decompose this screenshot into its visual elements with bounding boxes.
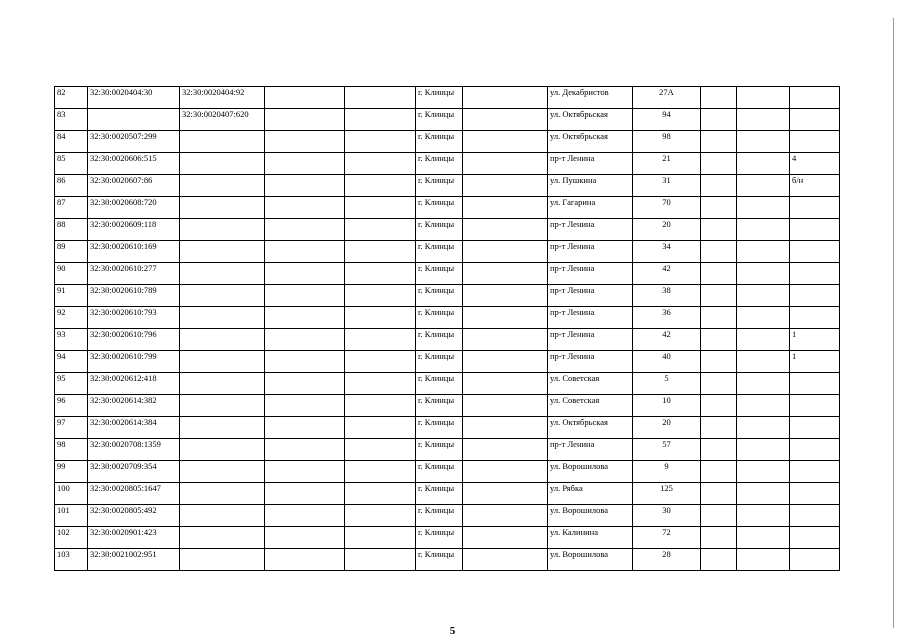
- street-cell: ул. Ворошилова: [548, 549, 633, 571]
- empty-cell: [345, 483, 416, 505]
- empty-cell: [345, 241, 416, 263]
- city-cell: г. Клинцы: [416, 439, 463, 461]
- apartment-number: [790, 461, 840, 483]
- city-cell: г. Клинцы: [416, 285, 463, 307]
- empty-cell: [265, 439, 345, 461]
- street-cell: ул. Пушкина: [548, 175, 633, 197]
- scan-edge-line: [893, 18, 894, 628]
- empty-cell: [701, 527, 737, 549]
- cadastral-number-alt: [180, 175, 265, 197]
- empty-cell: [345, 329, 416, 351]
- row-number: 89: [55, 241, 88, 263]
- table-row: [55, 461, 840, 483]
- empty-cell: [701, 417, 737, 439]
- apartment-number: [790, 483, 840, 505]
- empty-cell: [345, 373, 416, 395]
- house-number: 30: [633, 505, 701, 527]
- city-cell: г. Клинцы: [416, 461, 463, 483]
- empty-cell: [463, 131, 548, 153]
- empty-cell: [265, 197, 345, 219]
- empty-cell: [345, 307, 416, 329]
- street-cell: ул. Рябка: [548, 483, 633, 505]
- apartment-number: [790, 87, 840, 109]
- empty-cell: [737, 153, 790, 175]
- cadastral-number: [88, 109, 180, 131]
- row-number: 103: [55, 549, 88, 571]
- empty-cell: [265, 307, 345, 329]
- cadastral-number: 32:30:0020708:1359: [88, 439, 180, 461]
- street-cell: ул. Ворошилова: [548, 505, 633, 527]
- empty-cell: [737, 439, 790, 461]
- empty-cell: [737, 549, 790, 571]
- street-cell: пр-т Ленина: [548, 241, 633, 263]
- row-number: 98: [55, 439, 88, 461]
- street-cell: ул. Октябрьская: [548, 131, 633, 153]
- table-row: [55, 131, 840, 153]
- empty-cell: [463, 307, 548, 329]
- street-cell: пр-т Ленина: [548, 219, 633, 241]
- street-cell: ул. Ворошилова: [548, 461, 633, 483]
- empty-cell: [345, 175, 416, 197]
- empty-cell: [265, 417, 345, 439]
- empty-cell: [737, 505, 790, 527]
- empty-cell: [737, 175, 790, 197]
- row-number: 82: [55, 87, 88, 109]
- empty-cell: [265, 483, 345, 505]
- empty-cell: [701, 131, 737, 153]
- empty-cell: [265, 395, 345, 417]
- row-number: 99: [55, 461, 88, 483]
- apartment-number: 1: [790, 329, 840, 351]
- row-number: 86: [55, 175, 88, 197]
- cadastral-number-alt: [180, 395, 265, 417]
- apartment-number: [790, 131, 840, 153]
- cadastral-number-alt: [180, 153, 265, 175]
- apartment-number: б/н: [790, 175, 840, 197]
- table-row: [55, 351, 840, 373]
- empty-cell: [463, 175, 548, 197]
- empty-cell: [701, 241, 737, 263]
- register-table: [54, 86, 840, 571]
- city-cell: г. Клинцы: [416, 373, 463, 395]
- apartment-number: [790, 285, 840, 307]
- city-cell: г. Клинцы: [416, 483, 463, 505]
- cadastral-number-alt: [180, 285, 265, 307]
- house-number: 9: [633, 461, 701, 483]
- house-number: 31: [633, 175, 701, 197]
- empty-cell: [345, 527, 416, 549]
- cadastral-number-alt: [180, 307, 265, 329]
- empty-cell: [265, 351, 345, 373]
- street-cell: пр-т Ленина: [548, 285, 633, 307]
- empty-cell: [737, 241, 790, 263]
- cadastral-number-alt: [180, 219, 265, 241]
- row-number: 101: [55, 505, 88, 527]
- row-number: 97: [55, 417, 88, 439]
- table-row: [55, 263, 840, 285]
- empty-cell: [737, 373, 790, 395]
- apartment-number: 1: [790, 351, 840, 373]
- cadastral-number: 32:30:0020607:86: [88, 175, 180, 197]
- cadastral-number: 32:30:0020609:118: [88, 219, 180, 241]
- empty-cell: [345, 131, 416, 153]
- cadastral-number-alt: [180, 197, 265, 219]
- empty-cell: [345, 417, 416, 439]
- city-cell: г. Клинцы: [416, 395, 463, 417]
- cadastral-number-alt: [180, 527, 265, 549]
- row-number: 92: [55, 307, 88, 329]
- empty-cell: [701, 87, 737, 109]
- cadastral-number-alt: 32:30:0020404:92: [180, 87, 265, 109]
- empty-cell: [737, 219, 790, 241]
- empty-cell: [345, 219, 416, 241]
- apartment-number: [790, 241, 840, 263]
- apartment-number: [790, 395, 840, 417]
- empty-cell: [737, 263, 790, 285]
- city-cell: г. Клинцы: [416, 505, 463, 527]
- street-cell: ул. Советская: [548, 395, 633, 417]
- empty-cell: [345, 461, 416, 483]
- empty-cell: [737, 197, 790, 219]
- empty-cell: [737, 395, 790, 417]
- apartment-number: [790, 109, 840, 131]
- cadastral-number: 32:30:0020507:299: [88, 131, 180, 153]
- row-number: 94: [55, 351, 88, 373]
- cadastral-number: 32:30:0020610:169: [88, 241, 180, 263]
- cadastral-number: 32:30:0020610:793: [88, 307, 180, 329]
- empty-cell: [701, 175, 737, 197]
- house-number: 20: [633, 219, 701, 241]
- street-cell: пр-т Ленина: [548, 329, 633, 351]
- table-row: [55, 439, 840, 461]
- row-number: 88: [55, 219, 88, 241]
- city-cell: г. Клинцы: [416, 87, 463, 109]
- empty-cell: [265, 153, 345, 175]
- empty-cell: [701, 219, 737, 241]
- empty-cell: [463, 219, 548, 241]
- apartment-number: [790, 219, 840, 241]
- empty-cell: [345, 109, 416, 131]
- empty-cell: [345, 395, 416, 417]
- cadastral-number-alt: [180, 241, 265, 263]
- cadastral-number: 32:30:0020606:515: [88, 153, 180, 175]
- empty-cell: [463, 197, 548, 219]
- empty-cell: [701, 439, 737, 461]
- city-cell: г. Клинцы: [416, 351, 463, 373]
- empty-cell: [463, 351, 548, 373]
- cadastral-number: 32:30:0020610:277: [88, 263, 180, 285]
- house-number: 40: [633, 351, 701, 373]
- house-number: 21: [633, 153, 701, 175]
- empty-cell: [265, 175, 345, 197]
- cadastral-number: 32:30:0020610:789: [88, 285, 180, 307]
- city-cell: г. Клинцы: [416, 527, 463, 549]
- apartment-number: [790, 439, 840, 461]
- city-cell: г. Клинцы: [416, 197, 463, 219]
- table-row: [55, 527, 840, 549]
- empty-cell: [265, 263, 345, 285]
- empty-cell: [701, 153, 737, 175]
- empty-cell: [701, 285, 737, 307]
- street-cell: ул. Октябрьская: [548, 109, 633, 131]
- city-cell: г. Клинцы: [416, 307, 463, 329]
- apartment-number: [790, 197, 840, 219]
- house-number: 42: [633, 329, 701, 351]
- empty-cell: [265, 329, 345, 351]
- cadastral-number: 32:30:0020610:796: [88, 329, 180, 351]
- empty-cell: [345, 153, 416, 175]
- empty-cell: [463, 153, 548, 175]
- cadastral-number-alt: [180, 549, 265, 571]
- empty-cell: [345, 263, 416, 285]
- city-cell: г. Клинцы: [416, 263, 463, 285]
- empty-cell: [737, 527, 790, 549]
- empty-cell: [463, 461, 548, 483]
- row-number: 91: [55, 285, 88, 307]
- house-number: 28: [633, 549, 701, 571]
- apartment-number: [790, 505, 840, 527]
- empty-cell: [463, 417, 548, 439]
- empty-cell: [463, 395, 548, 417]
- table-row: [55, 417, 840, 439]
- cadastral-number: 32:30:0020614:384: [88, 417, 180, 439]
- city-cell: г. Клинцы: [416, 153, 463, 175]
- empty-cell: [463, 241, 548, 263]
- empty-cell: [737, 285, 790, 307]
- row-number: 100: [55, 483, 88, 505]
- empty-cell: [265, 461, 345, 483]
- cadastral-number-alt: [180, 351, 265, 373]
- table-row: [55, 395, 840, 417]
- empty-cell: [737, 109, 790, 131]
- street-cell: пр-т Ленина: [548, 439, 633, 461]
- empty-cell: [345, 549, 416, 571]
- apartment-number: [790, 263, 840, 285]
- empty-cell: [737, 483, 790, 505]
- cadastral-number: 32:30:0020614:382: [88, 395, 180, 417]
- street-cell: пр-т Ленина: [548, 351, 633, 373]
- cadastral-number-alt: [180, 131, 265, 153]
- house-number: 10: [633, 395, 701, 417]
- empty-cell: [701, 307, 737, 329]
- house-number: 98: [633, 131, 701, 153]
- empty-cell: [701, 395, 737, 417]
- house-number: 94: [633, 109, 701, 131]
- table-row: [55, 219, 840, 241]
- city-cell: г. Клинцы: [416, 131, 463, 153]
- cadastral-number: 32:30:0020404:30: [88, 87, 180, 109]
- empty-cell: [701, 461, 737, 483]
- empty-cell: [701, 197, 737, 219]
- row-number: 95: [55, 373, 88, 395]
- empty-cell: [737, 329, 790, 351]
- cadastral-number-alt: 32:30:0020407:620: [180, 109, 265, 131]
- empty-cell: [737, 131, 790, 153]
- row-number: 84: [55, 131, 88, 153]
- street-cell: ул. Гагарина: [548, 197, 633, 219]
- empty-cell: [701, 351, 737, 373]
- table-row: [55, 197, 840, 219]
- cadastral-number-alt: [180, 439, 265, 461]
- empty-cell: [737, 461, 790, 483]
- empty-cell: [265, 285, 345, 307]
- empty-cell: [463, 505, 548, 527]
- empty-cell: [265, 527, 345, 549]
- empty-cell: [737, 307, 790, 329]
- house-number: 34: [633, 241, 701, 263]
- street-cell: пр-т Ленина: [548, 307, 633, 329]
- empty-cell: [463, 263, 548, 285]
- empty-cell: [265, 241, 345, 263]
- empty-cell: [701, 373, 737, 395]
- table-row: [55, 153, 840, 175]
- empty-cell: [345, 87, 416, 109]
- cadastral-number-alt: [180, 329, 265, 351]
- row-number: 87: [55, 197, 88, 219]
- cadastral-number-alt: [180, 483, 265, 505]
- table-row: [55, 329, 840, 351]
- city-cell: г. Клинцы: [416, 175, 463, 197]
- empty-cell: [701, 109, 737, 131]
- house-number: 36: [633, 307, 701, 329]
- table-row: [55, 175, 840, 197]
- street-cell: ул. Калинина: [548, 527, 633, 549]
- street-cell: ул. Советская: [548, 373, 633, 395]
- cadastral-number-alt: [180, 417, 265, 439]
- street-cell: пр-т Ленина: [548, 153, 633, 175]
- empty-cell: [345, 505, 416, 527]
- cadastral-number-alt: [180, 505, 265, 527]
- apartment-number: 4: [790, 153, 840, 175]
- apartment-number: [790, 417, 840, 439]
- apartment-number: [790, 307, 840, 329]
- table-row: [55, 87, 840, 109]
- row-number: 90: [55, 263, 88, 285]
- table-row: [55, 241, 840, 263]
- cadastral-number-alt: [180, 461, 265, 483]
- apartment-number: [790, 549, 840, 571]
- house-number: 38: [633, 285, 701, 307]
- empty-cell: [737, 351, 790, 373]
- city-cell: г. Клинцы: [416, 329, 463, 351]
- cadastral-number: 32:30:0021002:951: [88, 549, 180, 571]
- empty-cell: [463, 329, 548, 351]
- empty-cell: [345, 439, 416, 461]
- house-number: 20: [633, 417, 701, 439]
- street-cell: пр-т Ленина: [548, 263, 633, 285]
- house-number: 27А: [633, 87, 701, 109]
- cadastral-number-alt: [180, 373, 265, 395]
- house-number: 72: [633, 527, 701, 549]
- city-cell: г. Клинцы: [416, 109, 463, 131]
- empty-cell: [345, 285, 416, 307]
- empty-cell: [265, 505, 345, 527]
- table-row: [55, 307, 840, 329]
- house-number: 57: [633, 439, 701, 461]
- apartment-number: [790, 527, 840, 549]
- empty-cell: [265, 87, 345, 109]
- empty-cell: [701, 483, 737, 505]
- page-number: 5: [449, 625, 456, 637]
- empty-cell: [737, 417, 790, 439]
- empty-cell: [463, 527, 548, 549]
- empty-cell: [701, 329, 737, 351]
- table-row: [55, 505, 840, 527]
- empty-cell: [701, 263, 737, 285]
- row-number: 85: [55, 153, 88, 175]
- empty-cell: [463, 87, 548, 109]
- city-cell: г. Клинцы: [416, 417, 463, 439]
- cadastral-number: 32:30:0020805:1647: [88, 483, 180, 505]
- empty-cell: [345, 351, 416, 373]
- city-cell: г. Клинцы: [416, 549, 463, 571]
- cadastral-number: 32:30:0020610:799: [88, 351, 180, 373]
- table-row: [55, 483, 840, 505]
- empty-cell: [463, 109, 548, 131]
- table-row: [55, 373, 840, 395]
- apartment-number: [790, 373, 840, 395]
- row-number: 93: [55, 329, 88, 351]
- house-number: 70: [633, 197, 701, 219]
- cadastral-number: 32:30:0020805:492: [88, 505, 180, 527]
- table-row: [55, 285, 840, 307]
- empty-cell: [463, 373, 548, 395]
- empty-cell: [345, 197, 416, 219]
- empty-cell: [463, 285, 548, 307]
- empty-cell: [265, 549, 345, 571]
- cadastral-number: 32:30:0020612:418: [88, 373, 180, 395]
- empty-cell: [701, 549, 737, 571]
- cadastral-number-alt: [180, 263, 265, 285]
- empty-cell: [463, 483, 548, 505]
- house-number: 42: [633, 263, 701, 285]
- table-row: [55, 549, 840, 571]
- empty-cell: [463, 549, 548, 571]
- house-number: 125: [633, 483, 701, 505]
- empty-cell: [737, 87, 790, 109]
- empty-cell: [265, 109, 345, 131]
- cadastral-number: 32:30:0020901:423: [88, 527, 180, 549]
- empty-cell: [265, 219, 345, 241]
- street-cell: ул. Декабристов: [548, 87, 633, 109]
- empty-cell: [463, 439, 548, 461]
- city-cell: г. Клинцы: [416, 241, 463, 263]
- table-row: [55, 109, 840, 131]
- cadastral-number: 32:30:0020709:354: [88, 461, 180, 483]
- empty-cell: [701, 505, 737, 527]
- empty-cell: [265, 373, 345, 395]
- row-number: 102: [55, 527, 88, 549]
- row-number: 96: [55, 395, 88, 417]
- empty-cell: [265, 131, 345, 153]
- street-cell: ул. Октябрьская: [548, 417, 633, 439]
- row-number: 83: [55, 109, 88, 131]
- house-number: 5: [633, 373, 701, 395]
- cadastral-number: 32:30:0020608:720: [88, 197, 180, 219]
- city-cell: г. Клинцы: [416, 219, 463, 241]
